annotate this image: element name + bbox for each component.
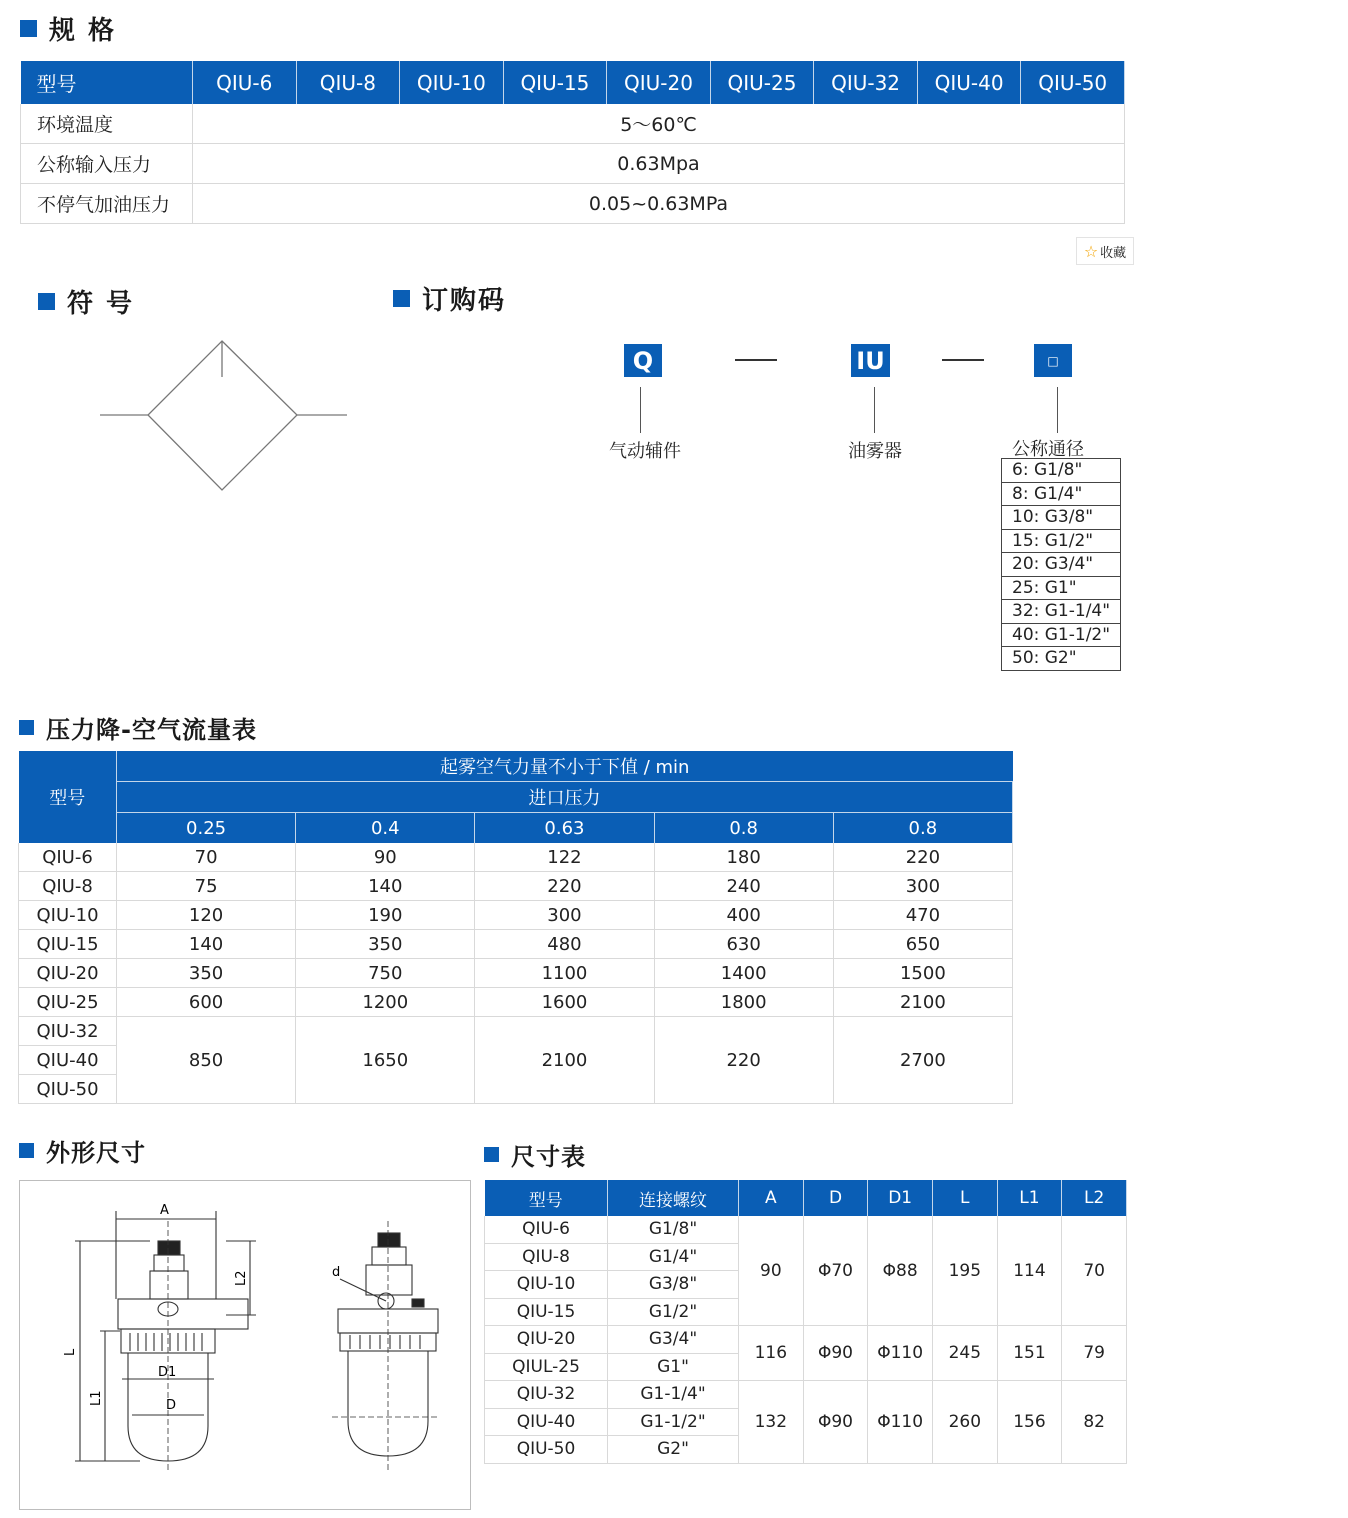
table-row [485, 1326, 1127, 1354]
flow-header-row [19, 751, 1013, 782]
thread-cell: G1/4" [608, 1243, 739, 1271]
model-cell: QIU-50 [485, 1436, 608, 1464]
table-row [21, 104, 1125, 144]
dim-cell: Φ90 [803, 1381, 868, 1464]
thread-cell: G3/8" [608, 1271, 739, 1299]
model-cell: QIU-6 [485, 1216, 608, 1243]
dims-header-cell: 连接螺纹 [608, 1180, 739, 1216]
flow-cell: 1800 [654, 988, 833, 1017]
flow-cell: 350 [296, 930, 475, 959]
flow-cell: 120 [117, 901, 296, 930]
section-title-spec [20, 10, 116, 47]
order-code-box-q: Q [624, 344, 662, 377]
table-row [21, 184, 1125, 224]
flow-cell: 850 [117, 1017, 296, 1104]
list-item: 25: G1" [1002, 577, 1120, 601]
list-item: 10: G3/8" [1002, 506, 1120, 530]
spec-header-cell: QIU-6 [193, 61, 297, 104]
dim-label-d: D [166, 1398, 177, 1413]
model-cell: QIU-8 [19, 872, 117, 901]
flow-cell: 90 [296, 843, 475, 872]
spec-label: 环境温度 [21, 104, 193, 144]
spec-header-cell: QIU-50 [1021, 61, 1125, 104]
dims-header-row [485, 1180, 1127, 1216]
section-marker [393, 290, 410, 307]
spec-header-cell: 型号 [21, 61, 193, 104]
spec-header-cell: QIU-15 [503, 61, 607, 104]
dims-header-cell: A [739, 1180, 804, 1216]
flow-cell: 2700 [833, 1017, 1012, 1104]
flow-cell: 350 [117, 959, 296, 988]
spec-value: 0.05~0.63MPa [193, 184, 1125, 224]
section-title-outline [19, 1133, 146, 1168]
section-title-flow [19, 710, 257, 745]
table-row [19, 988, 1013, 1017]
flow-cell: 400 [654, 901, 833, 930]
section-marker [19, 1143, 34, 1158]
star-icon: ☆ [1083, 241, 1099, 261]
list-item: 15: G1/2" [1002, 530, 1120, 554]
dim-cell: Φ110 [868, 1326, 933, 1381]
flow-cell: 1400 [654, 959, 833, 988]
model-cell: QIU-25 [19, 988, 117, 1017]
dim-cell: Φ88 [868, 1216, 933, 1326]
section-title-text: 规 格 [49, 16, 117, 46]
lubricator-symbol [95, 335, 355, 500]
dims-header-cell: L [932, 1180, 997, 1216]
section-title-text: 订购码 [422, 286, 507, 316]
table-row [19, 872, 1013, 901]
flow-cell: 140 [296, 872, 475, 901]
flow-header-subtitle: 进口压力 [117, 782, 1013, 813]
flow-cell: 220 [654, 1017, 833, 1104]
dim-cell: 195 [932, 1216, 997, 1326]
flow-cell: 122 [475, 843, 654, 872]
dims-header-cell: 型号 [485, 1180, 608, 1216]
spec-label: 公称输入压力 [21, 144, 193, 184]
model-cell: QIU-50 [19, 1075, 117, 1104]
flow-cell: 2100 [475, 1017, 654, 1104]
list-item: 20: G3/4" [1002, 553, 1120, 577]
model-cell: QIU-20 [485, 1326, 608, 1354]
model-cell: QIU-10 [485, 1271, 608, 1299]
table-row [485, 1381, 1127, 1409]
flow-header-pressure: 0.4 [296, 813, 475, 844]
flow-header-pressure: 0.63 [475, 813, 654, 844]
dims-header-cell: L2 [1062, 1180, 1127, 1216]
model-cell: QIUL-25 [485, 1353, 608, 1381]
flow-cell: 220 [833, 843, 1012, 872]
thread-cell: G1-1/2" [608, 1408, 739, 1436]
section-title-dims [484, 1137, 586, 1172]
flow-cell: 1100 [475, 959, 654, 988]
table-row [19, 901, 1013, 930]
thread-cell: G1" [608, 1353, 739, 1381]
flow-header-title: 起雾空气力量不小于下值 / min [117, 751, 1013, 782]
flow-header-model: 型号 [19, 751, 117, 843]
section-marker [484, 1147, 499, 1162]
dims-table [484, 1180, 1127, 1464]
spec-header-cell: QIU-10 [400, 61, 504, 104]
order-code-box-size: □ [1034, 344, 1072, 377]
model-cell: QIU-8 [485, 1243, 608, 1271]
model-cell: QIU-15 [19, 930, 117, 959]
section-title-symbol [38, 283, 134, 320]
order-label-q: 气动辅件 [609, 441, 681, 462]
dim-cell: Φ70 [803, 1216, 868, 1326]
flow-cell: 1600 [475, 988, 654, 1017]
leader-line [1057, 387, 1058, 433]
flow-cell: 1200 [296, 988, 475, 1017]
dim-cell: 132 [739, 1381, 804, 1464]
order-label-size: 公称通径 [1012, 439, 1084, 460]
section-title-text: 尺寸表 [511, 1143, 586, 1171]
list-item: 50: G2" [1012, 648, 1077, 668]
section-marker [20, 20, 37, 37]
dash-separator [735, 359, 777, 361]
flow-header-row [19, 782, 1013, 813]
table-row [19, 843, 1013, 872]
flow-cell: 300 [475, 901, 654, 930]
leader-line [874, 387, 875, 433]
flow-cell: 220 [475, 872, 654, 901]
spec-header-cell: QIU-25 [710, 61, 814, 104]
table-row [21, 144, 1125, 184]
dim-label-l: L [63, 1348, 78, 1356]
section-title-order [393, 280, 506, 317]
thread-cell: G3/4" [608, 1326, 739, 1354]
spec-value: 0.63Mpa [193, 144, 1125, 184]
dim-label-a: A [160, 1203, 169, 1218]
list-item: 8: G1/4" [1002, 483, 1120, 507]
list-item: 6: G1/8" [1002, 459, 1120, 483]
flow-cell: 70 [117, 843, 296, 872]
size-code-list [1001, 458, 1121, 671]
dim-cell: 116 [739, 1326, 804, 1381]
spec-header-cell: QIU-40 [917, 61, 1021, 104]
favorite-button[interactable] [1076, 237, 1134, 265]
flow-header-pressure: 0.8 [654, 813, 833, 844]
table-row [485, 1216, 1127, 1243]
thread-cell: G2" [608, 1436, 739, 1464]
model-cell: QIU-6 [19, 843, 117, 872]
flow-cell: 1500 [833, 959, 1012, 988]
spec-header-row [21, 61, 1125, 104]
dim-label-d-small: d [332, 1265, 341, 1280]
model-cell: QIU-32 [485, 1381, 608, 1409]
dim-cell: 156 [997, 1381, 1062, 1464]
flow-table [18, 751, 1013, 1104]
dim-label-l1: L1 [89, 1390, 104, 1406]
dim-cell: 114 [997, 1216, 1062, 1326]
flow-cell: 750 [296, 959, 475, 988]
dim-cell: 90 [739, 1216, 804, 1326]
dim-cell: Φ110 [868, 1381, 933, 1464]
dim-label-d1: D1 [158, 1365, 177, 1380]
model-cell: QIU-32 [19, 1017, 117, 1046]
leader-line [640, 387, 641, 433]
list-item: 40: G1-1/2" [1002, 624, 1120, 648]
dim-label-l2: L2 [234, 1270, 249, 1286]
flow-cell: 600 [117, 988, 296, 1017]
dim-cell: 245 [932, 1326, 997, 1381]
spec-header-cell: QIU-32 [814, 61, 918, 104]
order-label-iu: 油雾器 [848, 441, 902, 462]
order-code-box-iu: IU [851, 344, 890, 377]
dim-cell: Φ90 [803, 1326, 868, 1381]
thread-cell: G1/8" [608, 1216, 739, 1243]
section-title-text: 符 号 [67, 289, 135, 319]
dim-cell: 151 [997, 1326, 1062, 1381]
flow-cell: 480 [475, 930, 654, 959]
flow-cell: 2100 [833, 988, 1012, 1017]
section-marker [38, 293, 55, 310]
flow-cell: 470 [833, 901, 1012, 930]
flow-cell: 180 [654, 843, 833, 872]
favorite-label: 收藏 [1100, 245, 1127, 261]
flow-header-pressure: 0.8 [833, 813, 1012, 844]
spec-label: 不停气加油压力 [21, 184, 193, 224]
flow-cell: 75 [117, 872, 296, 901]
dims-header-cell: D [803, 1180, 868, 1216]
flow-cell: 240 [654, 872, 833, 901]
dim-cell: 82 [1062, 1381, 1127, 1464]
model-cell: QIU-10 [19, 901, 117, 930]
list-item: 32: G1-1/4" [1002, 600, 1120, 624]
table-row [19, 930, 1013, 959]
flow-cell: 1650 [296, 1017, 475, 1104]
outline-drawing-panel [19, 1180, 471, 1510]
spec-table [20, 61, 1125, 224]
flow-cell: 190 [296, 901, 475, 930]
table-row [19, 1017, 1013, 1046]
dim-cell: 260 [932, 1381, 997, 1464]
thread-cell: G1-1/4" [608, 1381, 739, 1409]
outline-drawing [20, 1181, 470, 1509]
flow-header-pressure: 0.25 [117, 813, 296, 844]
spec-header-cell: QIU-20 [607, 61, 711, 104]
dims-header-cell: D1 [868, 1180, 933, 1216]
flow-cell: 630 [654, 930, 833, 959]
flow-header-row [19, 813, 1013, 844]
model-cell: QIU-40 [485, 1408, 608, 1436]
thread-cell: G1/2" [608, 1298, 739, 1326]
model-cell: QIU-20 [19, 959, 117, 988]
section-title-text: 压力降-空气流量表 [46, 716, 257, 744]
spec-value: 5～60℃ [193, 104, 1125, 144]
dim-cell: 70 [1062, 1216, 1127, 1326]
spec-header-cell: QIU-8 [296, 61, 400, 104]
flow-cell: 140 [117, 930, 296, 959]
dim-cell: 79 [1062, 1326, 1127, 1381]
section-title-text: 外形尺寸 [46, 1139, 146, 1167]
model-cell: QIU-15 [485, 1298, 608, 1326]
flow-cell: 650 [833, 930, 1012, 959]
model-cell: QIU-40 [19, 1046, 117, 1075]
dims-header-cell: L1 [997, 1180, 1062, 1216]
dash-separator [942, 359, 984, 361]
section-marker [19, 720, 34, 735]
flow-cell: 300 [833, 872, 1012, 901]
table-row [19, 959, 1013, 988]
